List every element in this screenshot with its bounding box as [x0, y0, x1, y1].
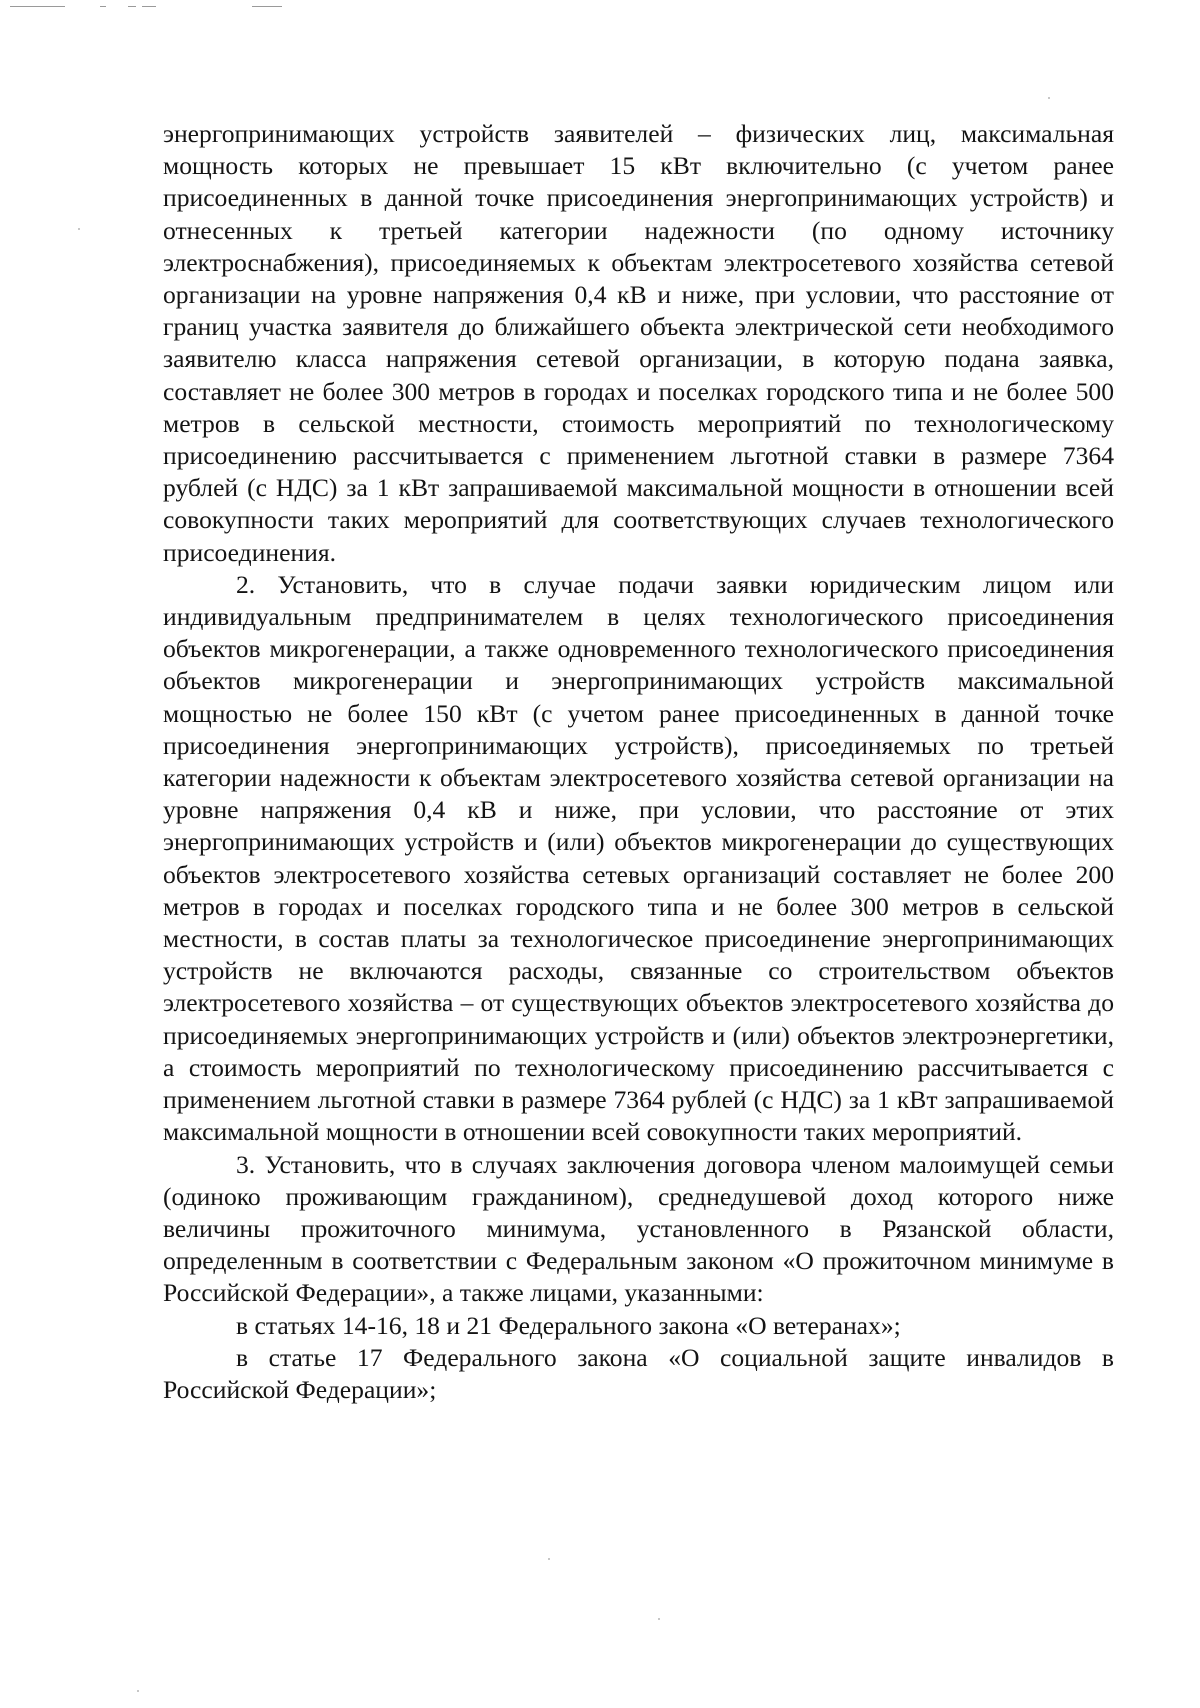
paragraph-veterans-law: в статьях 14-16, 18 и 21 Федерального закона «О ветеранах»;	[236, 1310, 901, 1340]
paragraph-item-3: 3. Установить, что в случаях заключения договора членом малоимущей семьи (одиноко проживающим гражданином), среднедушевой доход которого ниже величины прожиточного минимума, установленного в Рязанской области, определенным в соответствии с Федеральным законом «О прожиточном минимуме в Российской Федерации», а также лицами, указанными:	[163, 1149, 1114, 1308]
scan-mark	[252, 6, 282, 7]
scan-mark	[128, 6, 136, 7]
scan-mark	[142, 6, 156, 7]
paragraph-disabled-law: в статье 17 Федерального закона «О социальной защите инвалидов в Российской Федерации»;	[163, 1342, 1114, 1404]
scan-mark	[10, 6, 65, 7]
paragraph-continuation: энергопринимающих устройств заявителей – физических лиц, максимальная мощность которых не превышает 15 кВт включительно (с учетом ранее присоединенных в данной точке присоединения энергопринимающих устройств) и отнесенных к третьей категории надежности (по одному источнику электроснабжения), присоединяемых к объектам электросетевого хозяйства сетевой организации на уровне напряжения 0,4 кВ и ниже, при условии, что расстояние от границ участка заявителя до ближайшего объекта электрической сети необходимого заявителю класса напряжения сетевой организации, в которую подана заявка, составляет не более 300 метров в городах и поселках городского типа и не более 500 метров в сельской местности, стоимость мероприятий по технологическому присоединению рассчитывается с применением льготной ставки в размере 7364 рублей (с НДС) за 1 кВт запрашиваемой максимальной мощности в отношении всей совокупности таких мероприятий для соответствующих случаев технологического присоединения.	[163, 119, 1114, 567]
paragraph-item-2: 2. Установить, что в случае подачи заявки юридическим лицом или индивидуальным предпринимателем в целях технологического присоединения объектов микрогенерации, а также одновременного технологического присоединения объектов микрогенерации и энергопринимающих устройств максимальной мощностью не более 150 кВт (с учетом ранее присоединенных в данной точке присоединения энергопринимающих устройств), присоединяемых по третьей категории надежности к объектам электросетевого хозяйства сетевой организации на уровне напряжения 0,4 кВ и ниже, при условии, что расстояние от этих энергопринимающих устройств и (или) объектов микрогенерации до существующих объектов электросетевого хозяйства сетевых организаций составляет не более 200 метров в городах и поселках городского типа и не более 300 метров в сельской местности, в состав платы за технологическое присоединение энергопринимающих устройств не включаются расходы, связанные со строительством объектов электросетевого хозяйства – от существующих объектов электросетевого хозяйства до присоединяемых энергопринимающих устройств и (или) объектов электроэнергетики, а стоимость мероприятий по технологическому присоединению рассчитывается с применением льготной ставки в размере 7364 рублей (с НДС) за 1 кВт запрашиваемой максимальной мощности в отношении всей совокупности таких мероприятий.	[163, 569, 1114, 1147]
scan-speck	[1048, 97, 1050, 99]
scan-speck	[658, 1618, 660, 1620]
document-body	[163, 118, 1114, 1406]
scan-speck	[548, 1558, 550, 1560]
scan-mark	[100, 6, 106, 7]
scan-speck	[78, 228, 80, 230]
scan-artifacts	[0, 0, 1200, 20]
scan-speck	[137, 1690, 139, 1692]
